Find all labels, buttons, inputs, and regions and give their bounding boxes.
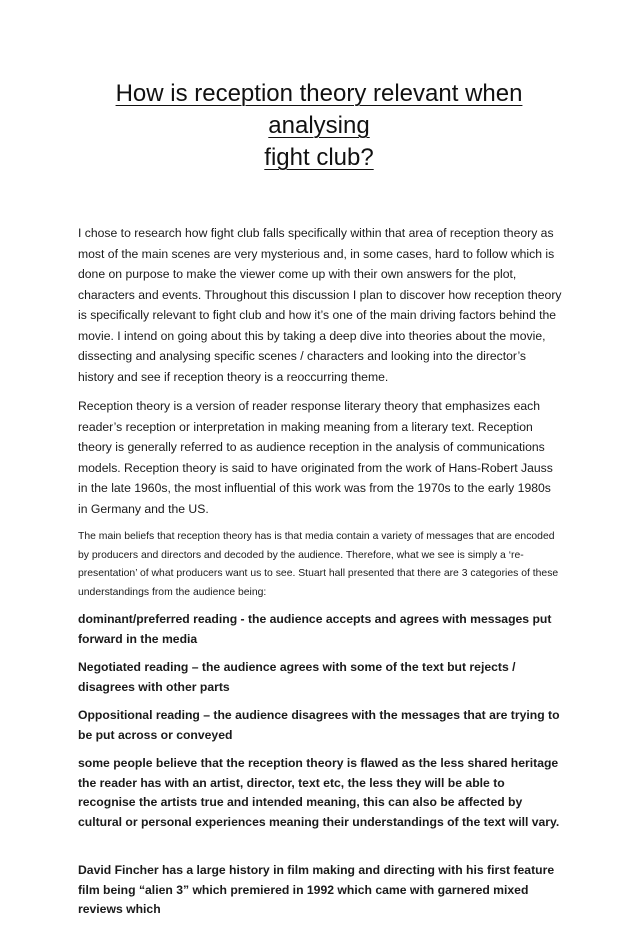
definition-paragraph: Reception theory is a version of reader response literary theory that emphasizes each reader’s reception or interpretation in making meaning from a literary text. Reception theory is generally referred to as audience reception in the analysis of communications models. Reception theory is said to have originated from the work of Hans-Robert Jauss in the late 1960s, the most influential of this work was from the 1970s to the early 1980s in Germany and the US. <box>78 399 553 516</box>
negotiated-reading-paragraph: Negotiated reading – the audience agrees with some of the text but rejects / disagrees with other parts <box>78 660 516 694</box>
title-line-3: fight club? <box>264 144 374 171</box>
paragraph-spacer <box>78 841 562 861</box>
dominant-reading-paragraph: dominant/preferred reading - the audience accepts and agrees with messages put forward in the media <box>78 612 552 646</box>
title-line-2: analysing <box>268 112 370 139</box>
title-line-1: How is reception theory relevant when <box>115 80 523 107</box>
oppositional-reading-paragraph: Oppositional reading – the audience disagrees with the messages that are trying to be put across or conveyed <box>78 708 560 742</box>
fincher-paragraph: David Fincher has a large history in film making and directing with his first feature film being “alien 3” which premiered in 1992 which came with garnered mixed reviews which <box>78 863 555 916</box>
beliefs-paragraph: The main beliefs that reception theory has is that media contain a variety of messages that are encoded by producers and directors and decoded by the audience. Therefore, what we see is simply a ‘re-presentation’ of what producers want us to see. Stuart hall presented that there are 3 categories of these understandings from the audience being: <box>78 531 559 598</box>
flawed-theory-paragraph: some people believe that the reception theory is flawed as the less shared heritage the reader has with an artist, director, text etc, the less they will be able to recognise the artists true and intended meaning, this can also be affected by cultural or personal experiences meaning their understandings of the text will vary. <box>78 756 560 829</box>
page-title <box>60 78 578 174</box>
document-body <box>78 223 562 929</box>
intro-paragraph: I chose to research how fight club falls specifically within that area of reception theory as most of the main scenes are very mysterious and, in some cases, hard to follow which is done on purpose to make the viewer come up with their own answers for the plot, characters and events. Throughout this discussion I plan to discover how reception theory is specifically relevant to fight club and how it’s one of the main driving factors behind the movie. I intend on going about this by taking a deep dive into theories about the movie, dissecting and analysing specific scenes / characters and looking into the director’s history and see if reception theory is a reoccurring theme. <box>78 226 562 384</box>
